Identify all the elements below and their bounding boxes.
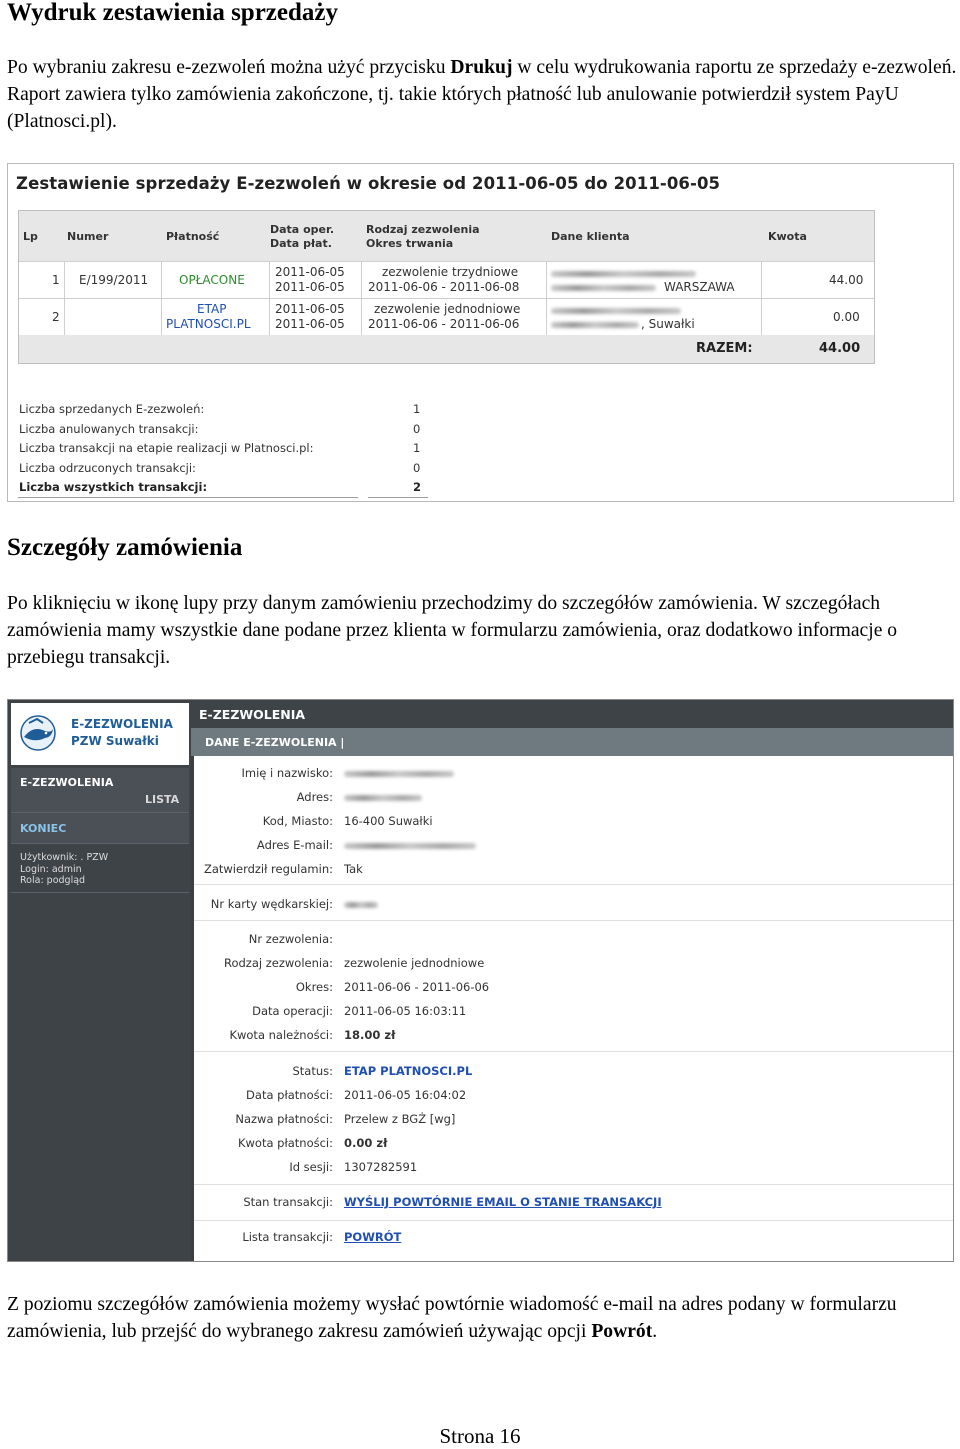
drukuj-term: Drukuj xyxy=(450,57,513,78)
row-okres: 2011-06-06 - 2011-06-06 xyxy=(368,317,520,331)
field-label: Lista transakcji: xyxy=(242,1230,333,1244)
tab-dane-ezezwolenia[interactable]: DANE E-ZEZWOLENIA | xyxy=(205,736,345,749)
field-value-redacted xyxy=(344,790,422,804)
row-miasto: , Suwałki xyxy=(641,317,695,331)
row-client-redacted xyxy=(551,317,639,331)
field-id-sesji xyxy=(194,1156,953,1180)
field-value: 2011-06-06 - 2011-06-06 xyxy=(344,980,490,994)
user-name: Użytkownik: . PZW xyxy=(20,852,109,863)
field-label: Nr zezwolenia: xyxy=(248,932,333,946)
section-heading-print: Wydruk zestawienia sprzedaży xyxy=(7,0,338,26)
report-total-row xyxy=(19,335,874,363)
closing-description xyxy=(7,1291,957,1345)
field-value: 2011-06-05 16:04:02 xyxy=(344,1088,467,1102)
stat-row xyxy=(18,439,428,459)
row-date-oper: 2011-06-05 xyxy=(275,302,345,316)
field-label: Data płatności: xyxy=(246,1088,333,1102)
user-info xyxy=(20,852,108,887)
col-lp: Lp xyxy=(23,230,38,243)
row-date-oper: 2011-06-05 xyxy=(275,265,345,279)
closing-desc-part: . xyxy=(652,1321,658,1342)
field-lista-transakcji xyxy=(194,1226,953,1250)
report-title: Zestawienie sprzedaży E-zezwoleń w okresie od 2011-06-05 do 2011-06-05 xyxy=(16,174,721,193)
details-description: Po kliknięciu w ikonę lupy przy danym zamówieniu przechodzimy do szczegółów zamówienia. W szczegółach zamówienia mamy wszystkie dane podane przez klienta w formularzu zamówienia, oraz dodatkowo informacje o przebiegu transakcji. xyxy=(7,593,898,668)
powrot-term: Powrót xyxy=(591,1321,653,1342)
field-label: Kod, Miasto: xyxy=(262,814,333,828)
stat-row xyxy=(18,420,428,440)
resend-email-link[interactable]: WYŚLIJ POWTÓRNIE EMAIL O STANIE TRANSAKCJI xyxy=(344,1195,662,1209)
col-data-oper: Data oper. xyxy=(270,223,334,236)
field-label: Stan transakcji: xyxy=(243,1195,333,1209)
field-karta xyxy=(194,893,953,917)
field-status xyxy=(194,1060,953,1084)
nav-item-koniec[interactable]: KONIEC xyxy=(20,822,67,835)
row-client-redacted xyxy=(551,280,656,294)
row-client-redacted xyxy=(551,303,681,317)
field-label: Adres E-mail: xyxy=(256,838,333,852)
field-value: Tak xyxy=(344,862,363,876)
report-table xyxy=(18,210,875,364)
stat-row xyxy=(18,400,428,420)
sales-report-screenshot xyxy=(7,163,954,502)
field-nazwa-platnosci xyxy=(194,1108,953,1132)
row-client-redacted xyxy=(551,266,696,280)
print-desc-part: w celu wydrukowania raportu ze sprzedaży e-zezwoleń. Raport zawiera tylko zamówienia zakończone, tj. takie których płatność lub anulowanie potwierdził system PayU (Platnosci.pl). xyxy=(7,57,957,132)
user-role: Rola: podgląd xyxy=(20,875,86,886)
field-rodzaj xyxy=(194,952,953,976)
logo-title: E-ZEZWOLENIA xyxy=(71,717,173,731)
row-kwota: 0.00 xyxy=(833,310,860,324)
page-number: Strona 16 xyxy=(439,1424,521,1448)
print-desc-part: Po wybraniu zakresu e-zezwoleń można użyć przycisku xyxy=(7,57,451,78)
print-description xyxy=(7,54,957,135)
col-klient: Dane klienta xyxy=(551,230,630,243)
nav-section-ezezwolenia xyxy=(11,768,189,813)
field-value: 1307282591 xyxy=(344,1160,418,1174)
stat-label: Liczba odrzuconych transakcji: xyxy=(19,460,196,475)
row-miasto: WARSZAWA xyxy=(664,280,735,294)
row-lp: 2 xyxy=(52,310,60,324)
section-divider xyxy=(194,1184,953,1185)
nav-title: E-ZEZWOLENIA xyxy=(20,776,114,789)
field-data-operacji xyxy=(194,1000,953,1024)
field-kod-miasto xyxy=(194,810,953,834)
field-label: Kwota płatności: xyxy=(237,1136,333,1150)
razem-label: RAZEM: xyxy=(696,341,753,356)
field-label: Adres: xyxy=(296,790,333,804)
field-kwota-platnosci xyxy=(194,1132,953,1156)
col-data-plat: Data płat. xyxy=(270,237,332,250)
main-header xyxy=(191,700,954,728)
stat-value: 1 xyxy=(413,441,421,455)
field-email xyxy=(194,834,953,858)
details-panel xyxy=(194,756,953,1261)
field-value-redacted xyxy=(344,897,378,911)
field-stan-transakcji xyxy=(194,1191,953,1215)
field-label: Nazwa płatności: xyxy=(235,1112,333,1126)
report-stats xyxy=(18,400,428,498)
field-value-redacted xyxy=(344,766,454,780)
row-platnosc-2: PLATNOSCI.PL xyxy=(166,317,251,331)
app-logo xyxy=(11,703,189,765)
report-header-row xyxy=(19,211,874,262)
stat-row xyxy=(18,459,428,479)
nav-item-lista[interactable]: LISTA xyxy=(145,793,180,806)
closing-desc-part: Z poziomu szczegółów zamówienia możemy wysłać powtórnie wiadomość e-mail na adres podany w formularzu zamówienia, lub przejść do wybranego zakresu zamówień używając opcji xyxy=(7,1294,897,1342)
row-okres: 2011-06-06 - 2011-06-08 xyxy=(368,280,520,294)
field-label: Imię i nazwisko: xyxy=(241,766,333,780)
field-value: zezwolenie jednodniowe xyxy=(344,956,485,970)
row-numer: E/199/2011 xyxy=(79,273,149,287)
sidebar-divider xyxy=(11,892,189,893)
field-label: Nr karty wędkarskiej: xyxy=(210,897,333,911)
status-value: ETAP PLATNOSCI.PL xyxy=(344,1064,473,1078)
stat-label: Liczba transakcji na etapie realizacji w Platnosci.pl: xyxy=(19,441,314,455)
user-login: Login: admin xyxy=(20,863,82,875)
stat-row-total xyxy=(18,478,428,498)
col-rodzaj: Rodzaj zezwolenia xyxy=(366,223,480,236)
field-value: 0.00 zł xyxy=(344,1136,388,1150)
section-divider xyxy=(194,920,953,921)
order-details-screenshot xyxy=(7,699,954,1262)
field-adres xyxy=(194,786,953,810)
stat-value: 0 xyxy=(413,421,421,436)
field-label: Status: xyxy=(292,1064,333,1078)
field-label: Kwota należności: xyxy=(229,1028,333,1042)
field-value: 16-400 Suwałki xyxy=(344,814,433,828)
col-kwota: Kwota xyxy=(768,230,807,243)
col-okres: Okres trwania xyxy=(366,237,454,250)
field-data-platnosci xyxy=(194,1084,953,1108)
logo-subtitle: PZW Suwałki xyxy=(71,734,159,748)
section-divider xyxy=(194,1220,953,1221)
field-value: Przelew z BGŻ [wg] xyxy=(344,1112,456,1126)
powrot-link[interactable]: POWRÓT xyxy=(344,1230,402,1244)
row-platnosc: ETAP xyxy=(197,302,227,316)
field-label: Zatwierdził regulamin: xyxy=(203,862,333,876)
row-platnosc: OPŁACONE xyxy=(179,273,245,287)
field-kwota-naleznosci xyxy=(194,1024,953,1048)
field-label: Id sesji: xyxy=(289,1160,333,1174)
row-lp: 1 xyxy=(52,273,60,287)
stat-value: 1 xyxy=(413,402,421,416)
section-heading-details: Szczegóły zamówienia xyxy=(7,534,243,561)
row-rodzaj: zezwolenie trzydniowe xyxy=(382,265,519,279)
app-sidebar xyxy=(8,700,191,1262)
field-label: Okres: xyxy=(295,980,333,994)
row-date-plat: 2011-06-05 xyxy=(275,317,345,331)
section-divider xyxy=(194,1051,953,1052)
stat-value: 2 xyxy=(413,480,422,494)
stat-label: Liczba sprzedanych E-zezwoleń: xyxy=(19,402,205,416)
stat-label: Liczba wszystkich transakcji: xyxy=(19,480,208,494)
row-date-plat: 2011-06-05 xyxy=(275,280,345,294)
pzw-fish-logo-icon xyxy=(19,713,57,755)
app-main xyxy=(191,700,954,1262)
field-imie xyxy=(194,762,953,786)
field-value: 2011-06-05 16:03:11 xyxy=(344,1004,467,1018)
table-row xyxy=(19,299,874,336)
main-header-title: E-ZEZWOLENIA xyxy=(199,707,306,722)
field-regulamin xyxy=(194,858,953,882)
row-rodzaj: zezwolenie jednodniowe xyxy=(374,302,521,316)
field-value-redacted xyxy=(344,838,476,852)
col-platnosc: Płatność xyxy=(166,230,220,243)
field-label: Rodzaj zezwolenia: xyxy=(223,956,333,970)
row-kwota: 44.00 xyxy=(829,273,864,287)
stat-value: 0 xyxy=(413,460,421,475)
field-okres xyxy=(194,976,953,1000)
stat-label: Liczba anulowanych transakcji: xyxy=(19,421,199,436)
section-divider xyxy=(194,884,953,885)
table-row xyxy=(19,262,874,299)
nav-section-koniec xyxy=(11,813,189,844)
field-label: Data operacji: xyxy=(252,1004,333,1018)
col-numer: Numer xyxy=(67,230,109,243)
razem-value: 44.00 xyxy=(819,341,861,356)
field-value: 18.00 zł xyxy=(344,1028,396,1042)
field-nr-zezwolenia xyxy=(194,928,953,952)
main-subheader xyxy=(191,728,954,756)
